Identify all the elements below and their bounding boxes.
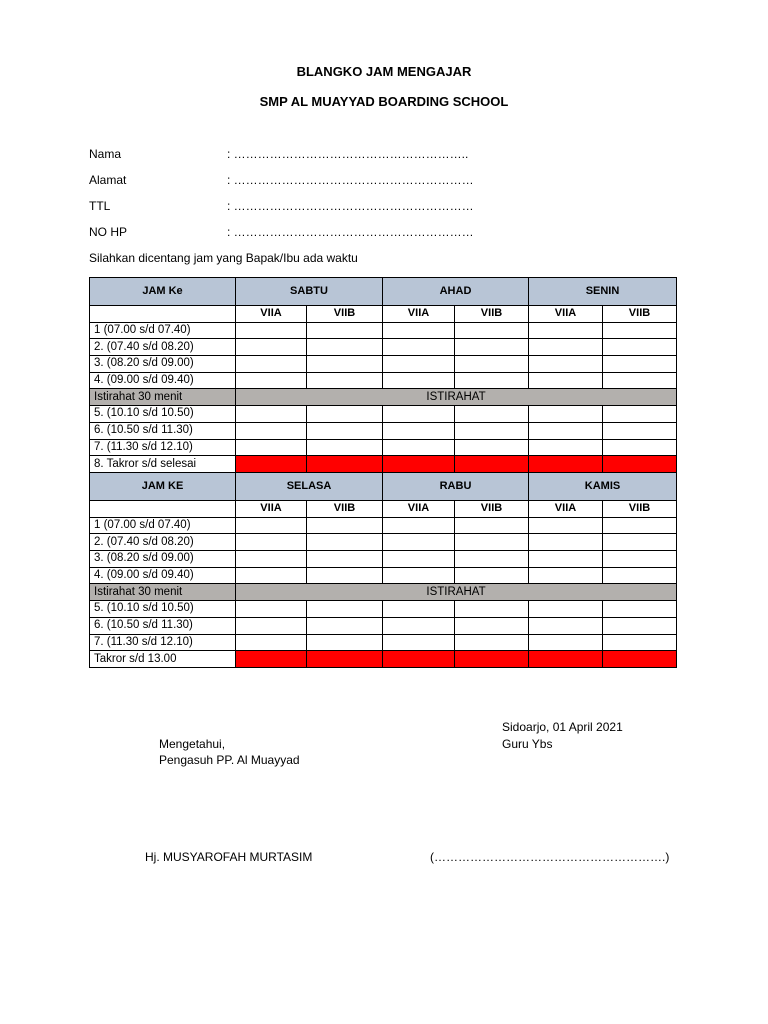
time-slot-label: 5. (10.10 s/d 10.50) [90, 601, 236, 618]
checkbox-cell[interactable] [603, 617, 677, 634]
class-header: VIIB [603, 501, 677, 518]
takror-cell [455, 456, 529, 473]
checkbox-cell[interactable] [236, 517, 307, 534]
table-row [90, 601, 677, 618]
checkbox-cell[interactable] [455, 617, 529, 634]
checkbox-cell[interactable] [383, 534, 455, 551]
day-header: KAMIS [529, 473, 677, 501]
checkbox-cell[interactable] [455, 567, 529, 584]
table-row [90, 422, 677, 439]
checkbox-cell[interactable] [383, 634, 455, 651]
time-slot-label: 1 (07.00 s/d 07.40) [90, 517, 236, 534]
teacher-label: Guru Ybs [502, 737, 553, 751]
day-header: SELASA [236, 473, 383, 501]
checkbox-cell[interactable] [307, 534, 383, 551]
checkbox-cell[interactable] [529, 439, 603, 456]
time-slot-label: 7. (11.30 s/d 12.10) [90, 634, 236, 651]
acknowledged-label: Mengetahui, [159, 737, 226, 751]
checkbox-cell[interactable] [383, 322, 455, 339]
checkbox-cell[interactable] [603, 567, 677, 584]
checkbox-cell[interactable] [307, 567, 383, 584]
day-header: SABTU [236, 278, 383, 306]
field-no-hp [89, 225, 474, 239]
checkbox-cell[interactable] [455, 634, 529, 651]
takror-cell [529, 456, 603, 473]
checkbox-cell[interactable] [236, 406, 307, 423]
table-row [90, 534, 677, 551]
takror-cell [307, 651, 383, 668]
time-slot-label: 6. (10.50 s/d 11.30) [90, 617, 236, 634]
takror-cell [236, 456, 307, 473]
checkbox-cell[interactable] [383, 422, 455, 439]
jam-header: JAM Ke [90, 278, 236, 306]
table-row [90, 439, 677, 456]
class-header: VIIB [307, 501, 383, 518]
checkbox-cell[interactable] [603, 534, 677, 551]
break-text: ISTIRAHAT [236, 584, 677, 601]
break-text: ISTIRAHAT [236, 389, 677, 406]
takror-label: Takror s/d 13.00 [90, 651, 236, 668]
checkbox-cell[interactable] [307, 322, 383, 339]
checkbox-cell[interactable] [383, 339, 455, 356]
checkbox-cell[interactable] [307, 339, 383, 356]
class-header: VIIA [383, 306, 455, 323]
checkbox-cell[interactable] [236, 372, 307, 389]
checkbox-cell[interactable] [236, 601, 307, 618]
checkbox-cell[interactable] [455, 439, 529, 456]
class-header: VIIA [529, 306, 603, 323]
class-header: VIIA [236, 501, 307, 518]
time-slot-label: 5. (10.10 s/d 10.50) [90, 406, 236, 423]
checkbox-cell[interactable] [236, 339, 307, 356]
class-header: VIIB [307, 306, 383, 323]
checkbox-cell[interactable] [529, 406, 603, 423]
blank-cell [90, 306, 236, 323]
checkbox-cell[interactable] [603, 422, 677, 439]
caretaker-name: Hj. MUSYAROFAH MURTASIM [145, 850, 313, 864]
checkbox-cell[interactable] [455, 372, 529, 389]
class-header: VIIA [529, 501, 603, 518]
checkbox-cell[interactable] [236, 356, 307, 373]
checkbox-cell[interactable] [307, 551, 383, 568]
table-row [90, 551, 677, 568]
checkbox-cell[interactable] [603, 634, 677, 651]
break-label: Istirahat 30 menit [90, 584, 236, 601]
checkbox-cell[interactable] [236, 634, 307, 651]
table-row [90, 517, 677, 534]
class-header: VIIA [383, 501, 455, 518]
class-header: VIIB [455, 501, 529, 518]
field-blank: : …………………………………………………… [227, 199, 474, 213]
checkbox-cell[interactable] [529, 567, 603, 584]
checkbox-cell[interactable] [529, 534, 603, 551]
checkbox-cell[interactable] [455, 406, 529, 423]
break-row [90, 389, 677, 406]
takror-row [90, 456, 677, 473]
checkbox-cell[interactable] [529, 322, 603, 339]
field-blank: : ………………………………………………….. [227, 147, 469, 161]
field-label: TTL [89, 199, 111, 213]
takror-cell [236, 651, 307, 668]
checkbox-cell[interactable] [603, 439, 677, 456]
checkbox-cell[interactable] [603, 339, 677, 356]
checkbox-cell[interactable] [236, 567, 307, 584]
place-date: Sidoarjo, 01 April 2021 [502, 720, 623, 734]
field-label: Alamat [89, 173, 127, 187]
checkbox-cell[interactable] [383, 617, 455, 634]
takror-cell [383, 651, 455, 668]
field-nama [89, 147, 468, 161]
table-row [90, 634, 677, 651]
checkbox-cell[interactable] [529, 551, 603, 568]
takror-cell [455, 651, 529, 668]
checkbox-cell[interactable] [383, 567, 455, 584]
time-slot-label: 3. (08.20 s/d 09.00) [90, 356, 236, 373]
checkbox-cell[interactable] [383, 356, 455, 373]
checkbox-cell[interactable] [307, 439, 383, 456]
instruction-note: Silahkan dicentang jam yang Bapak/Ibu ada waktu [89, 251, 358, 265]
checkbox-cell[interactable] [529, 517, 603, 534]
checkbox-cell[interactable] [603, 322, 677, 339]
table-row [90, 356, 677, 373]
class-header: VIIB [455, 306, 529, 323]
checkbox-cell[interactable] [455, 339, 529, 356]
checkbox-cell[interactable] [529, 617, 603, 634]
takror-cell [529, 651, 603, 668]
checkbox-cell[interactable] [383, 439, 455, 456]
document-title: BLANGKO JAM MENGAJAR [296, 64, 472, 79]
checkbox-cell[interactable] [603, 551, 677, 568]
blank-cell [90, 501, 236, 518]
day-header: SENIN [529, 278, 677, 306]
takror-cell [603, 456, 677, 473]
table-row [90, 339, 677, 356]
field-label: NO HP [89, 225, 128, 239]
checkbox-cell[interactable] [307, 406, 383, 423]
field-ttl [89, 199, 474, 213]
time-slot-label: 1 (07.00 s/d 07.40) [90, 322, 236, 339]
class-header: VIIA [236, 306, 307, 323]
table-row [90, 372, 677, 389]
checkbox-cell[interactable] [603, 406, 677, 423]
table-row [90, 322, 677, 339]
checkbox-cell[interactable] [603, 356, 677, 373]
checkbox-cell[interactable] [383, 517, 455, 534]
checkbox-cell[interactable] [236, 551, 307, 568]
time-slot-label: 4. (09.00 s/d 09.40) [90, 372, 236, 389]
table-row [90, 406, 677, 423]
field-blank: : …………………………………………………… [227, 173, 474, 187]
break-label: Istirahat 30 menit [90, 389, 236, 406]
class-header: VIIB [603, 306, 677, 323]
checkbox-cell[interactable] [455, 551, 529, 568]
day-header: AHAD [383, 278, 529, 306]
checkbox-cell[interactable] [529, 339, 603, 356]
checkbox-cell[interactable] [455, 422, 529, 439]
time-slot-label: 4. (09.00 s/d 09.40) [90, 567, 236, 584]
checkbox-cell[interactable] [455, 322, 529, 339]
checkbox-cell[interactable] [307, 601, 383, 618]
schedule-table-1 [89, 277, 677, 473]
checkbox-cell[interactable] [307, 634, 383, 651]
caretaker-title: Pengasuh PP. Al Muayyad [159, 753, 300, 767]
checkbox-cell[interactable] [529, 422, 603, 439]
checkbox-cell[interactable] [529, 634, 603, 651]
checkbox-cell[interactable] [529, 601, 603, 618]
break-row [90, 584, 677, 601]
checkbox-cell[interactable] [236, 534, 307, 551]
time-slot-label: 3. (08.20 s/d 09.00) [90, 551, 236, 568]
checkbox-cell[interactable] [455, 534, 529, 551]
time-slot-label: 2. (07.40 s/d 08.20) [90, 339, 236, 356]
jam-header: JAM KE [90, 473, 236, 501]
checkbox-cell[interactable] [307, 372, 383, 389]
checkbox-cell[interactable] [455, 601, 529, 618]
checkbox-cell[interactable] [307, 617, 383, 634]
takror-cell [603, 651, 677, 668]
checkbox-cell[interactable] [307, 517, 383, 534]
checkbox-cell[interactable] [455, 356, 529, 373]
field-alamat [89, 173, 474, 187]
takror-row [90, 651, 677, 668]
checkbox-cell[interactable] [383, 372, 455, 389]
checkbox-cell[interactable] [307, 356, 383, 373]
checkbox-cell[interactable] [529, 356, 603, 373]
time-slot-label: 7. (11.30 s/d 12.10) [90, 439, 236, 456]
school-name: SMP AL MUAYYAD BOARDING SCHOOL [259, 94, 509, 109]
takror-cell [307, 456, 383, 473]
checkbox-cell[interactable] [236, 422, 307, 439]
takror-label: 8. Takror s/d selesai [90, 456, 236, 473]
takror-cell [383, 456, 455, 473]
teacher-name-blank: (………………………………………………….) [430, 850, 670, 864]
field-blank: : …………………………………………………… [227, 225, 474, 239]
day-header: RABU [383, 473, 529, 501]
checkbox-cell[interactable] [236, 439, 307, 456]
time-slot-label: 2. (07.40 s/d 08.20) [90, 534, 236, 551]
time-slot-label: 6. (10.50 s/d 11.30) [90, 422, 236, 439]
checkbox-cell[interactable] [603, 601, 677, 618]
table-row [90, 567, 677, 584]
checkbox-cell[interactable] [236, 617, 307, 634]
table-row [90, 617, 677, 634]
checkbox-cell[interactable] [236, 322, 307, 339]
checkbox-cell[interactable] [529, 372, 603, 389]
schedule-table-2 [89, 472, 677, 668]
checkbox-cell[interactable] [603, 517, 677, 534]
checkbox-cell[interactable] [603, 372, 677, 389]
checkbox-cell[interactable] [455, 517, 529, 534]
checkbox-cell[interactable] [383, 551, 455, 568]
field-label: Nama [89, 147, 122, 161]
checkbox-cell[interactable] [383, 601, 455, 618]
checkbox-cell[interactable] [307, 422, 383, 439]
checkbox-cell[interactable] [383, 406, 455, 423]
